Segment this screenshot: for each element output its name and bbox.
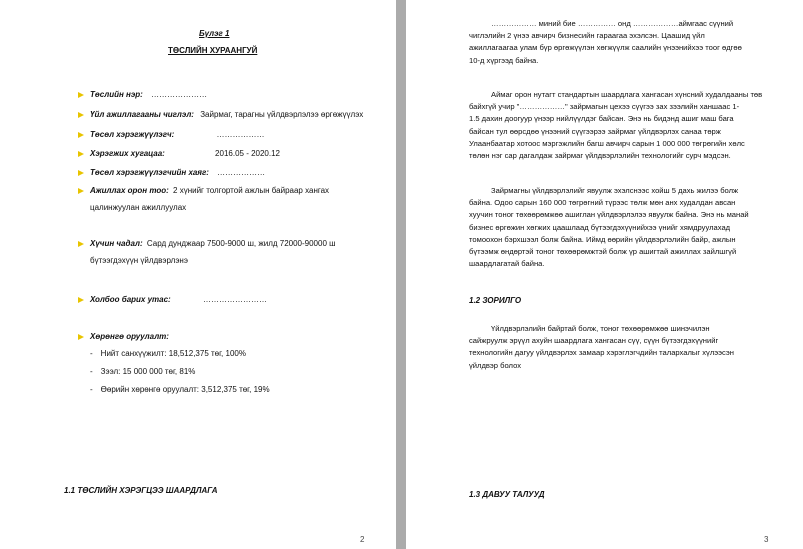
section-heading-1-2: 1.2 ЗОРИЛГО <box>469 296 522 305</box>
field-project-name <box>90 89 207 100</box>
paragraph-line: байхгүй учир "………………" зайрмагын цехээ сүүгээ зах зээлийн ханшаас 1- <box>469 102 740 112</box>
yellow-arrow-bullet-icon <box>78 112 84 118</box>
field-address <box>90 167 265 178</box>
field-value: Зайрмаг, тарагны үйлдвэрлэлээ өргөжүүлэх <box>200 110 364 119</box>
page-number: 2 <box>360 535 365 544</box>
yellow-arrow-bullet-icon <box>78 132 84 138</box>
paragraph-intro <box>469 18 742 67</box>
chapter-label: Бүлэг 1 <box>199 29 230 38</box>
investment-item-text: Өөрийн хөрөнгө оруулалт: 3,512,375 төг, 19% <box>100 385 270 394</box>
field-capacity-continuation: бүтээгдэхүүн үйлдвэрлэнэ <box>90 256 188 265</box>
field-label: Хүчин чадал: <box>90 239 143 248</box>
paragraph-line: бизнес өргөжин хөгжих цаашлаад бүтээгдэхүүнийхээ үнийг хямдруулахад <box>469 222 731 232</box>
field-value: …………………… <box>202 295 267 304</box>
paragraph-line: ажиллагаагаа улам бүр өргөжүүлэн хөгжүүлж саалийн үнээнийхээ тоог өдгөө <box>469 43 742 53</box>
paragraph-current-state <box>469 185 749 270</box>
field-label: Хэрэгжих хугацаа: <box>90 149 165 158</box>
chapter-title: ТӨСЛИЙН ХУРААНГУЙ <box>168 46 258 55</box>
field-duration <box>90 148 280 159</box>
yellow-arrow-bullet-icon <box>78 241 84 247</box>
section-heading-1-3: 1.3 ДАВУУ ТАЛУУД <box>469 490 545 499</box>
section-heading-1-1: 1.1 ТӨСЛИЙН ХЭРЭГЦЭЭ ШААРДЛАГА <box>64 486 218 495</box>
paragraph-line: сайжруулж эрүүл ахуйн шаардлага хангасан сүү, сүүн бүтээгдэхүүнийг <box>469 336 719 346</box>
field-investment <box>90 331 169 342</box>
paragraph-line: Улаанбаатар хотоос мэргэжлийн багш авчирч сарын 1 000 000 төгрөгийн хөлс <box>469 138 745 148</box>
investment-item: - Нийт санхүүжилт: 18,512,375 төг, 100% <box>90 349 246 358</box>
yellow-arrow-bullet-icon <box>78 297 84 303</box>
paragraph-line: ……………… миний бие …………… онд ………………аймгаас сүүний <box>491 19 734 28</box>
paragraph-line: Аймаг орон нутагт стандартын шаардлага хангасан хүнсний худалдааны төв <box>491 90 763 99</box>
paragraph-line: бүтээмж өндөртэй тоног төхөөрөмжтэй болж үр ашигтай ажиллах зайлшгүй <box>469 247 737 257</box>
yellow-arrow-bullet-icon <box>78 334 84 340</box>
paragraph-goal <box>469 323 734 372</box>
field-activity-direction <box>90 109 363 120</box>
field-phone <box>90 294 267 305</box>
investment-item-text: Нийт санхүүжилт: 18,512,375 төг, 100% <box>100 349 246 358</box>
field-label: Төсөл хэрэгжүүлэгч: <box>90 130 175 139</box>
paragraph-line: хуучин тоног төхөөрөмжөө ашиглан үйлдвэрлэлээ явуулж байна. Энэ нь манай <box>469 210 749 220</box>
field-implementer <box>90 129 265 140</box>
field-capacity <box>90 238 336 249</box>
field-value: ……………… <box>216 130 265 139</box>
paragraph-line: Зайрмагны үйлдвэрлэлийг явуулж эхэлснээс хойш 5 дахь жилээ болж <box>491 186 739 195</box>
yellow-arrow-bullet-icon <box>78 92 84 98</box>
paragraph-background <box>469 89 762 162</box>
field-value: ………………… <box>151 90 208 99</box>
yellow-arrow-bullet-icon <box>78 188 84 194</box>
field-value: 2016.05 - 2020.12 <box>215 149 280 158</box>
paragraph-line: шаардлагатай байна. <box>469 259 545 269</box>
paragraph-line: төлөн нэг сар дагалдаж зайрмаг үйлдвэрлэлийн технологийг сурч мэдсэн. <box>469 151 731 161</box>
paragraph-line: технологийн дагуу үйлдвэрлэх замаар хэрэглэгчдийн талархалыг хүлээсэн <box>469 348 734 358</box>
paragraph-line: томоохон бэрхшээл болж байна. Иймд өөрийн үйлдвэрлэлийн байр, ажлын <box>469 234 736 244</box>
paragraph-line: байсан тул өөрсдөө үнээний сүүгээрээ зайрмаг үйлдвэрлэх санаа төрж <box>469 126 721 136</box>
field-label: Ажиллах орон тоо: <box>90 186 169 195</box>
paragraph-line: чиглэлийн 2 үнээ авчирч бизнесийн гараагаа эхэлсэн. Цаашид үйл <box>469 31 705 41</box>
field-label: Төсөл хэрэгжүүлэгчийн хаяг: <box>90 168 209 177</box>
investment-item-text: Зээл: 15 000 000 төг, 81% <box>100 367 196 376</box>
paragraph-line: Үйлдвэрлэлийн байртай болж, тоног төхөөрөмжөө шинэчилэн <box>491 324 710 333</box>
field-label: Хөрөнгө оруулалт: <box>90 332 169 341</box>
field-label: Төслийн нэр: <box>90 90 143 99</box>
field-workforce-continuation: цалинжуулан ажиллуулах <box>90 203 187 212</box>
investment-item: - Зээл: 15 000 000 төг, 81% <box>90 367 196 376</box>
page-number: 3 <box>764 535 769 544</box>
field-label: Үйл ажиллагааны чиглэл: <box>90 110 194 119</box>
paragraph-line: байна. Одоо сарын 160 000 төгрөгний түрээс төлж мөн анх худалдан авсан <box>469 198 736 208</box>
field-value: Сард дунджаар 7500-9000 ш, жилд 72000-90000 ш <box>146 239 336 248</box>
yellow-arrow-bullet-icon <box>78 151 84 157</box>
yellow-arrow-bullet-icon <box>78 170 84 176</box>
paragraph-line: 1.5 дахин доогуур үнээр нийлүүлдэг байсан. Энэ нь бидэнд ашиг маш бага <box>469 114 734 124</box>
paragraph-line: үйлдвэр болох <box>469 360 521 370</box>
document-page-2 <box>0 0 396 549</box>
field-value: 2 хүнийг толгортой ажлын байраар хангах <box>173 186 330 195</box>
field-value: ……………… <box>217 168 266 177</box>
investment-item: - Өөрийн хөрөнгө оруулалт: 3,512,375 төг, 19% <box>90 385 270 394</box>
field-label: Холбоо барих утас: <box>90 295 171 304</box>
paragraph-line: 10-д хүргээд байна. <box>469 55 539 65</box>
field-workforce <box>90 185 329 196</box>
document-page-3 <box>406 0 803 549</box>
